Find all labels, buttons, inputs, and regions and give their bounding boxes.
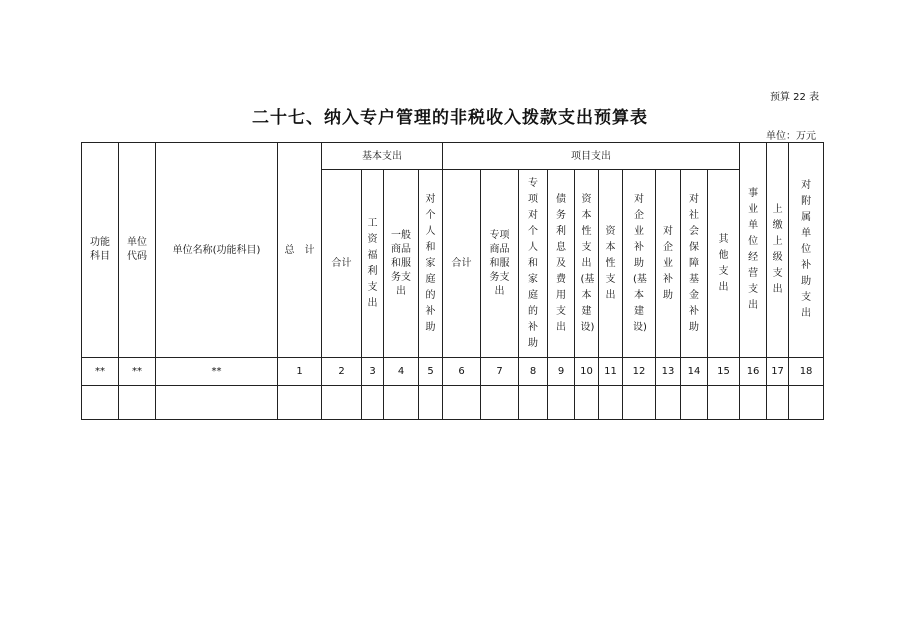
empty-cell <box>362 386 384 420</box>
empty-cell <box>419 386 443 420</box>
empty-cell <box>156 386 278 420</box>
index-cell: 1 <box>278 358 322 386</box>
index-cell: 18 <box>789 358 824 386</box>
empty-cell <box>681 386 708 420</box>
header-proj-debt: 债务利息及费用支出 <box>548 170 575 358</box>
empty-cell <box>519 386 548 420</box>
header-proj-other: 其他支出 <box>708 170 740 358</box>
index-cell: 9 <box>548 358 575 386</box>
index-cell: 4 <box>384 358 419 386</box>
empty-cell <box>443 386 481 420</box>
empty-cell <box>623 386 656 420</box>
empty-cell <box>656 386 681 420</box>
header-row-1 <box>82 143 824 170</box>
index-cell: 15 <box>708 358 740 386</box>
index-cell: 13 <box>656 358 681 386</box>
empty-cell <box>119 386 156 420</box>
data-row-empty <box>82 386 824 420</box>
header-basic-subtotal: 合计 <box>322 170 362 358</box>
header-total: 总 计 <box>278 143 322 358</box>
header-unit-name: 单位名称(功能科目) <box>156 143 278 358</box>
empty-cell <box>599 386 623 420</box>
header-proj-household: 专项对个人和家庭的补助 <box>519 170 548 358</box>
index-cell: 14 <box>681 358 708 386</box>
header-proj-goods: 专项商品和服务支出 <box>481 170 519 358</box>
header-project-group: 项目支出 <box>443 143 740 170</box>
header-proj-subtotal: 合计 <box>443 170 481 358</box>
header-proj-social: 对社会保障基金补助 <box>681 170 708 358</box>
index-cell: 6 <box>443 358 481 386</box>
index-cell: 11 <box>599 358 623 386</box>
empty-cell <box>767 386 789 420</box>
header-affiliated: 对附属单位补助支出 <box>789 143 824 358</box>
empty-cell <box>384 386 419 420</box>
index-cell: ** <box>82 358 119 386</box>
header-basic-goods: 一般商品和服务支出 <box>384 170 419 358</box>
header-remit: 上缴上级支出 <box>767 143 789 358</box>
header-unit-code: 单位代码 <box>119 143 156 358</box>
index-cell: 10 <box>575 358 599 386</box>
index-cell: 2 <box>322 358 362 386</box>
header-func-subject: 功能科目 <box>82 143 119 358</box>
empty-cell <box>322 386 362 420</box>
index-cell: 3 <box>362 358 384 386</box>
index-cell: 16 <box>740 358 767 386</box>
page-title: 二十七、纳入专户管理的非税收入拨款支出预算表 <box>252 108 648 128</box>
index-cell: ** <box>156 358 278 386</box>
header-proj-ent-build: 对企业补助(基本建设) <box>623 170 656 358</box>
empty-cell <box>82 386 119 420</box>
header-basic-group: 基本支出 <box>322 143 443 170</box>
header-basic-household: 对个人和家庭的补助 <box>419 170 443 358</box>
index-row <box>82 358 824 386</box>
unit-label: 单位：万元 <box>766 131 816 142</box>
index-cell: 7 <box>481 358 519 386</box>
index-cell: 12 <box>623 358 656 386</box>
empty-cell <box>740 386 767 420</box>
header-operating: 事业单位经营支出 <box>740 143 767 358</box>
header-proj-capital: 资本性支出 <box>599 170 623 358</box>
header-proj-ent: 对企业补助 <box>656 170 681 358</box>
form-number: 预算 22 表 <box>770 92 820 103</box>
index-cell: 17 <box>767 358 789 386</box>
budget-table <box>81 142 824 420</box>
empty-cell <box>548 386 575 420</box>
header-basic-wage: 工资福利支出 <box>362 170 384 358</box>
header-proj-capital-build: 资本性支出(基本建设) <box>575 170 599 358</box>
index-cell: 5 <box>419 358 443 386</box>
empty-cell <box>789 386 824 420</box>
index-cell: ** <box>119 358 156 386</box>
empty-cell <box>575 386 599 420</box>
index-cell: 8 <box>519 358 548 386</box>
empty-cell <box>708 386 740 420</box>
empty-cell <box>278 386 322 420</box>
empty-cell <box>481 386 519 420</box>
